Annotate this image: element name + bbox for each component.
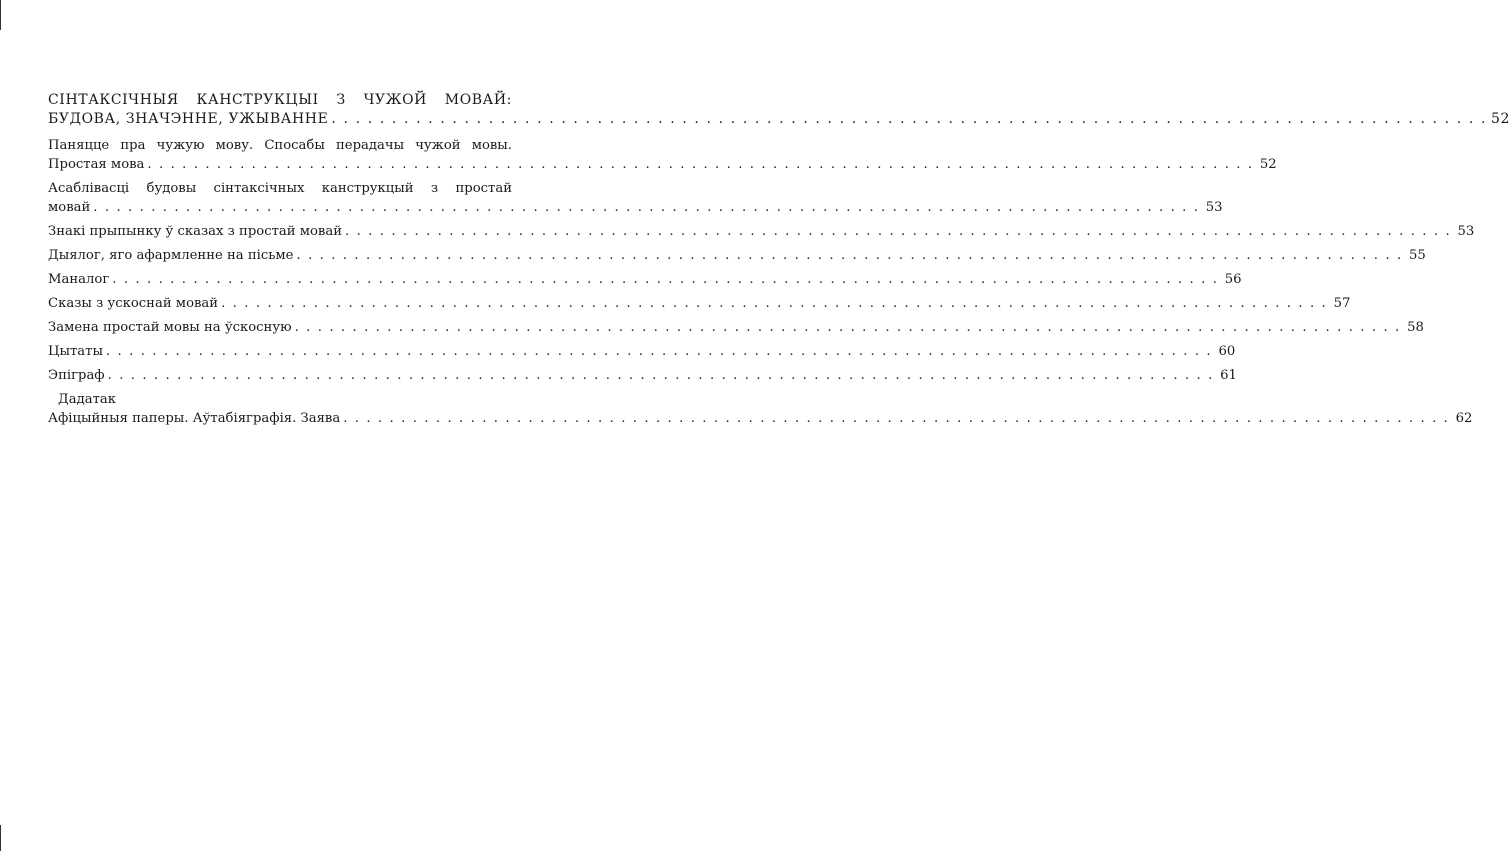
dot-leader [331,109,1487,129]
appendix-label: Дадатак [58,392,116,407]
toc-entry [48,318,1424,337]
dot-leader [221,294,1327,313]
toc-entry [48,294,1351,313]
entry-title: Афіцыйныя паперы. Аўтабіяграфія. Заява [48,411,341,426]
toc-entry [48,136,1277,174]
entry-title: Сказы з ускоснай мовай [48,296,219,311]
entry-title: Эпіграф [48,368,105,383]
dot-leader [147,155,1253,174]
toc-entry [48,342,1236,361]
entry-title: Маналог [48,272,110,287]
entry-title-line2: Простая мова [48,157,145,172]
page-number: 56 [1224,272,1242,287]
page-number: 60 [1218,344,1236,359]
toc-line [48,109,1510,129]
entry-title: Знакі прыпынку ў сказах з простай мовай [48,224,342,239]
dot-leader [106,342,1212,361]
page-number: 52 [1491,111,1510,127]
section-title-line2: БУДОВА, ЗНАЧЭННЕ, УЖЫВАННЕ [48,111,329,127]
toc-entry [48,270,1242,289]
page-number: 53 [1457,224,1475,239]
dot-leader [297,246,1403,265]
toc-entry [48,366,1237,385]
page-number: 57 [1333,296,1351,311]
table-of-contents [48,90,1510,433]
toc-entry [48,222,1475,241]
dot-leader [345,222,1451,241]
toc-line [48,90,512,109]
page-number: 58 [1407,320,1424,335]
toc-entry [48,246,1426,265]
toc-section-heading [48,90,1510,129]
entry-title: Цытаты [48,344,103,359]
page-number: 55 [1408,248,1426,263]
dot-leader [343,409,1449,428]
page-number: 53 [1205,200,1223,215]
crop-mark-bottom [0,825,1,851]
dot-leader [93,198,1199,217]
entry-title-line1: Асаблівасці будовы сінтаксічных канструкцый з простай [48,181,512,196]
page-number: 62 [1455,411,1473,426]
dot-leader [112,270,1218,289]
dot-leader [108,366,1214,385]
entry-title: Замена простай мовы на ўскосную [48,320,292,335]
entry-title: Дыялог, яго афармленне на пісьме [48,248,294,263]
page-number: 61 [1220,368,1237,383]
page-number: 52 [1259,157,1277,172]
toc-entry [48,179,1223,217]
crop-mark-top [0,0,1,30]
entry-title-line2: мовай [48,200,91,215]
section-title-line1: СІНТАКСІЧНЫЯ КАНСТРУКЦЫІ З ЧУЖОЙ МОВАЙ: [48,92,512,108]
toc-entry-appendix [48,409,1473,428]
dot-leader [295,318,1401,337]
entry-title-line1: Паняцце пра чужую мову. Спосабы перадачы чужой мовы. [48,138,512,153]
